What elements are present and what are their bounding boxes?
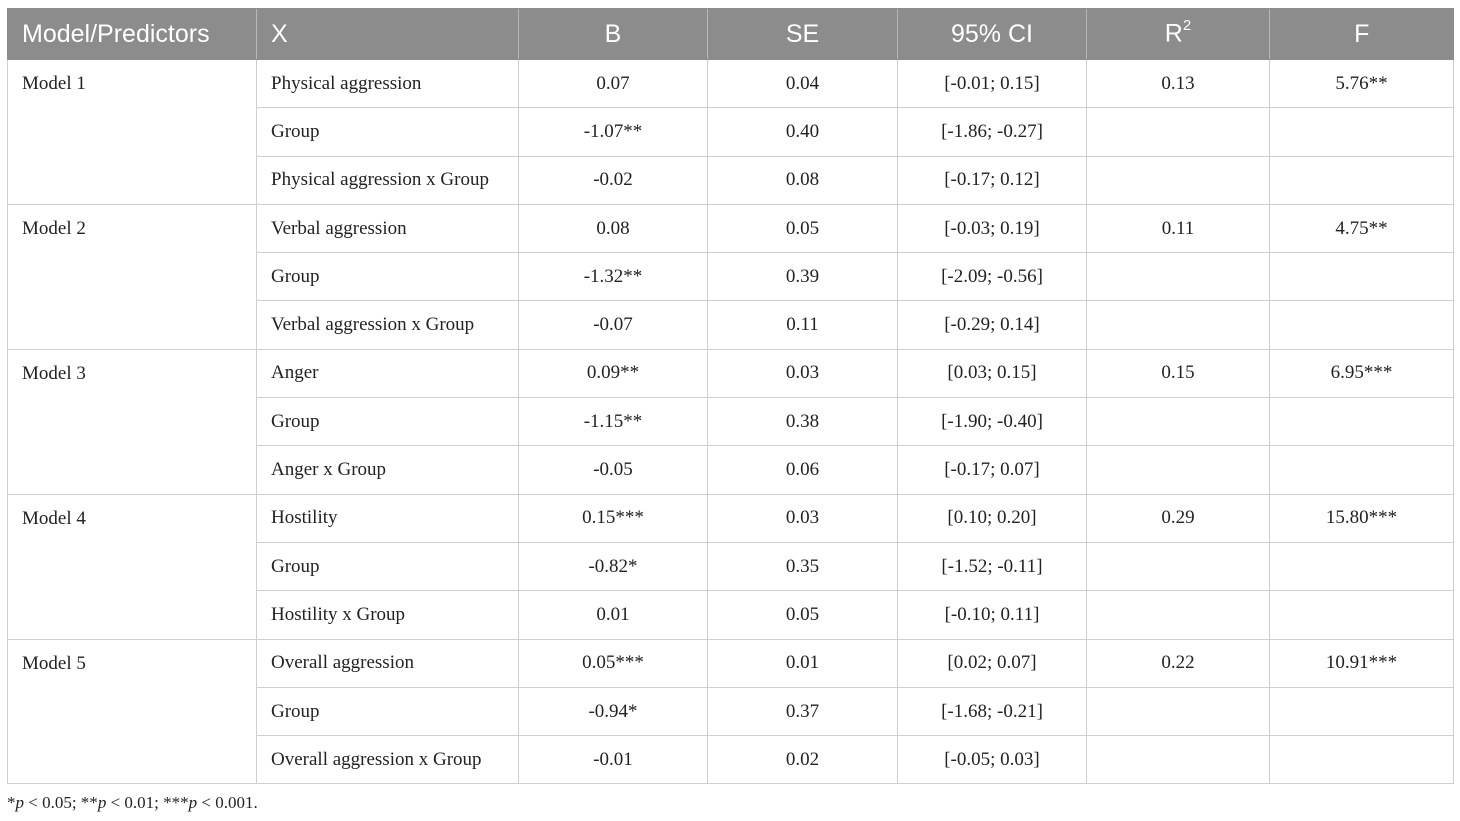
cell-f: 5.76** [1270,60,1454,108]
cell-r2 [1087,687,1270,735]
cell-predictor: Group [257,253,519,301]
footnote-text-3: < 0.001. [197,793,258,812]
cell-ci: [-0.10; 0.11] [898,591,1087,639]
cell-b: -1.32** [519,253,708,301]
cell-ci: [-2.09; -0.56] [898,253,1087,301]
cell-se: 0.38 [708,398,898,446]
cell-r2 [1087,736,1270,784]
cell-b: -0.07 [519,301,708,349]
cell-r2: 0.15 [1087,349,1270,397]
cell-ci: [-1.90; -0.40] [898,398,1087,446]
cell-f [1270,687,1454,735]
cell-se: 0.39 [708,253,898,301]
header-b: B [519,9,708,60]
cell-model-name: Model 1 [8,60,257,205]
cell-ci: [-0.03; 0.19] [898,204,1087,252]
cell-predictor: Group [257,108,519,156]
cell-f [1270,446,1454,494]
cell-f [1270,108,1454,156]
cell-r2 [1087,108,1270,156]
cell-se: 0.06 [708,446,898,494]
cell-b: -0.82* [519,542,708,590]
table-row [8,60,1454,108]
cell-se: 0.05 [708,204,898,252]
cell-ci: [-0.17; 0.07] [898,446,1087,494]
cell-f [1270,301,1454,349]
cell-model-name: Model 2 [8,204,257,349]
cell-r2: 0.11 [1087,204,1270,252]
footnote-p-2: p [97,793,107,812]
cell-r2 [1087,542,1270,590]
cell-predictor: Hostility x Group [257,591,519,639]
cell-b: 0.09** [519,349,708,397]
cell-predictor: Verbal aggression [257,204,519,252]
cell-b: 0.01 [519,591,708,639]
cell-predictor: Physical aggression [257,60,519,108]
cell-se: 0.40 [708,108,898,156]
header-r2-superscript: 2 [1182,17,1192,35]
regression-table-container [7,8,1453,784]
cell-se: 0.37 [708,687,898,735]
cell-ci: [-1.68; -0.21] [898,687,1087,735]
cell-se: 0.03 [708,494,898,542]
cell-b: -1.15** [519,398,708,446]
cell-f [1270,542,1454,590]
table-row [8,494,1454,542]
cell-r2: 0.22 [1087,639,1270,687]
cell-predictor: Anger [257,349,519,397]
cell-f [1270,398,1454,446]
header-se: SE [708,9,898,60]
cell-b: 0.15*** [519,494,708,542]
table-row [8,639,1454,687]
table-row [8,349,1454,397]
significance-footnote [7,793,258,813]
cell-predictor: Verbal aggression x Group [257,301,519,349]
regression-table [7,8,1454,784]
cell-f: 6.95*** [1270,349,1454,397]
footnote-star-1: * [7,793,16,812]
table-header-row [8,9,1454,60]
cell-ci: [-1.86; -0.27] [898,108,1087,156]
cell-r2 [1087,398,1270,446]
cell-se: 0.05 [708,591,898,639]
cell-f [1270,253,1454,301]
cell-f: 15.80*** [1270,494,1454,542]
table-row [8,204,1454,252]
cell-ci: [0.10; 0.20] [898,494,1087,542]
cell-ci: [0.03; 0.15] [898,349,1087,397]
cell-model-name: Model 5 [8,639,257,784]
cell-ci: [0.02; 0.07] [898,639,1087,687]
cell-predictor: Anger x Group [257,446,519,494]
cell-b: -0.01 [519,736,708,784]
header-model-predictors: Model/Predictors [8,9,257,60]
cell-se: 0.01 [708,639,898,687]
header-r2 [1087,9,1270,60]
cell-r2: 0.13 [1087,60,1270,108]
cell-predictor: Group [257,542,519,590]
cell-se: 0.02 [708,736,898,784]
cell-model-name: Model 3 [8,349,257,494]
cell-se: 0.08 [708,156,898,204]
footnote-p-1: p [15,793,24,812]
cell-b: -0.94* [519,687,708,735]
cell-f: 4.75** [1270,204,1454,252]
cell-ci: [-0.01; 0.15] [898,60,1087,108]
cell-r2 [1087,253,1270,301]
cell-b: 0.05*** [519,639,708,687]
cell-b: 0.08 [519,204,708,252]
cell-predictor: Overall aggression x Group [257,736,519,784]
cell-ci: [-0.17; 0.12] [898,156,1087,204]
header-ci: 95% CI [898,9,1087,60]
footnote-text-2: < 0.01; *** [106,793,189,812]
cell-se: 0.03 [708,349,898,397]
cell-b: -1.07** [519,108,708,156]
cell-f [1270,156,1454,204]
cell-ci: [-0.29; 0.14] [898,301,1087,349]
cell-r2 [1087,591,1270,639]
cell-predictor: Group [257,687,519,735]
footnote-p-3: p [188,793,198,812]
header-f: F [1270,9,1454,60]
cell-b: -0.05 [519,446,708,494]
cell-f [1270,591,1454,639]
cell-r2: 0.29 [1087,494,1270,542]
cell-b: -0.02 [519,156,708,204]
cell-predictor: Hostility [257,494,519,542]
cell-f [1270,736,1454,784]
header-x: X [257,9,519,60]
cell-ci: [-1.52; -0.11] [898,542,1087,590]
cell-f: 10.91*** [1270,639,1454,687]
cell-predictor: Physical aggression x Group [257,156,519,204]
cell-ci: [-0.05; 0.03] [898,736,1087,784]
cell-r2 [1087,301,1270,349]
cell-r2 [1087,156,1270,204]
cell-se: 0.11 [708,301,898,349]
cell-model-name: Model 4 [8,494,257,639]
footnote-text-1: < 0.05; ** [24,793,98,812]
cell-b: 0.07 [519,60,708,108]
header-r2-base: R [1164,19,1183,48]
cell-predictor: Group [257,398,519,446]
table-body [8,60,1454,784]
cell-predictor: Overall aggression [257,639,519,687]
cell-se: 0.35 [708,542,898,590]
cell-r2 [1087,446,1270,494]
cell-se: 0.04 [708,60,898,108]
